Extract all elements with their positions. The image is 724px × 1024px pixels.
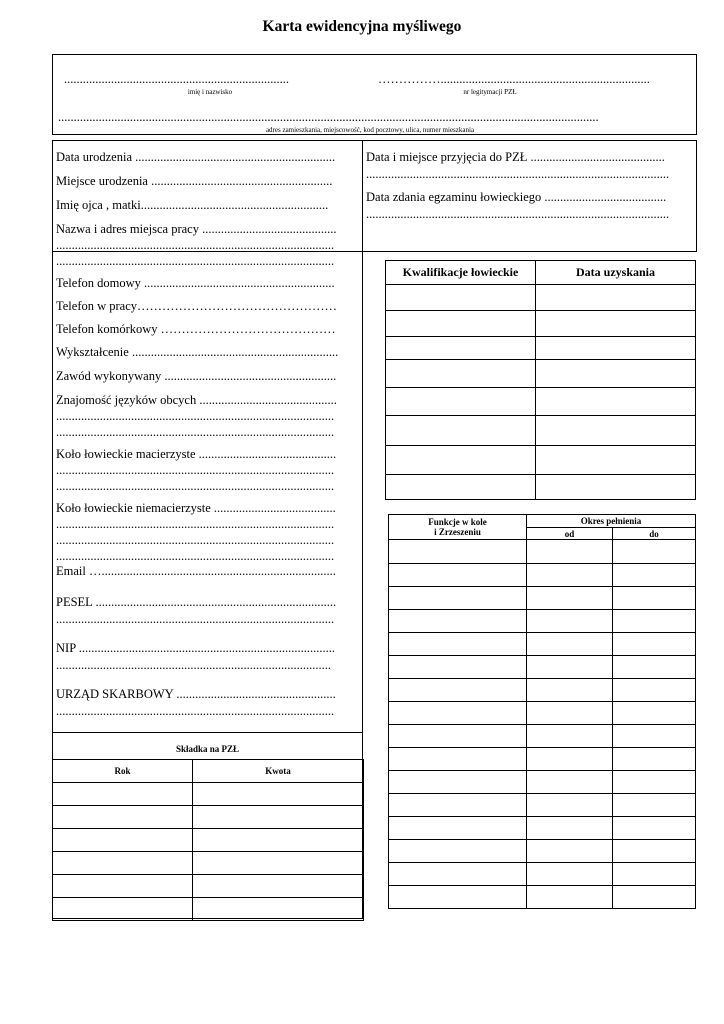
from-header: od — [527, 528, 613, 540]
period-header: Okres pełnienia — [527, 515, 696, 528]
table-row — [389, 817, 696, 840]
workplace-line-2[interactable]: ......................................................................................... — [56, 238, 335, 252]
table-row — [389, 610, 696, 633]
address-caption: adres zamieszkania, miejscowość, kod pocztowy, ulica, numer mieszkania — [265, 126, 475, 134]
table-row — [389, 771, 696, 794]
table-row — [53, 852, 364, 875]
table-row — [389, 564, 696, 587]
table-row — [389, 679, 696, 702]
functions-header-line-2: i Zrzeszeniu — [434, 527, 481, 537]
table-row — [389, 748, 696, 771]
pzl-join-field[interactable]: Data i miejsce przyjęcia do PZŁ ........................................... — [366, 150, 665, 164]
date-obtained-header: Data uzyskania — [536, 261, 696, 285]
table-row — [53, 875, 364, 898]
fee-amount-header: Kwota — [193, 760, 364, 783]
pzl-number-field[interactable]: ……………................................................................... — [378, 72, 650, 86]
nip-line-2[interactable]: ........................................................................................ — [56, 658, 331, 672]
fee-title: Składka na PZŁ — [175, 744, 240, 754]
other-club-field[interactable]: Koło łowieckie niemacierzyste ....................................... — [56, 501, 336, 515]
work-phone-field[interactable]: Telefon w pracy………………………………………… — [56, 299, 338, 313]
languages-field[interactable]: Znajomość języków obcych ............................................ — [56, 393, 337, 407]
table-row — [389, 656, 696, 679]
table-row — [53, 783, 364, 806]
table-row — [386, 475, 696, 500]
table-row — [386, 285, 696, 311]
exam-date-field[interactable]: Data zdania egzaminu łowieckiego ....................................... — [366, 190, 667, 204]
other-club-line-2[interactable]: ......................................................................................... — [56, 517, 335, 531]
table-row — [389, 540, 696, 564]
table-row — [53, 806, 364, 829]
birth-place-field[interactable]: Miejsce urodzenia .......................................................... — [56, 174, 333, 188]
table-row — [53, 829, 364, 852]
pesel-line-2[interactable]: ......................................................................................... — [56, 612, 335, 626]
table-row — [53, 898, 364, 921]
table-row — [386, 360, 696, 388]
table-row — [389, 587, 696, 610]
exam-date-line-2[interactable]: ................................................................................................. — [366, 207, 670, 221]
table-row — [389, 702, 696, 725]
workplace-line-3[interactable]: ......................................................................................... — [56, 254, 335, 268]
mobile-phone-field[interactable]: Telefon komórkowy …………………………………… — [56, 322, 336, 336]
table-row — [386, 446, 696, 475]
occupation-field[interactable]: Zawód wykonywany ....................................................... — [56, 369, 337, 383]
nip-field[interactable]: NIP .................................................................................. — [56, 641, 336, 655]
pzl-number-caption: nr legitymacji PZŁ — [463, 88, 517, 96]
home-club-line-3[interactable]: ......................................................................................... — [56, 479, 335, 493]
functions-table — [388, 514, 696, 909]
table-row — [389, 633, 696, 656]
table-row — [386, 388, 696, 416]
parents-names-field[interactable]: Imię ojca , matki............................................................ — [56, 198, 329, 212]
languages-line-2[interactable]: ......................................................................................... — [56, 409, 335, 423]
tax-office-field[interactable]: URZĄD SKARBOWY ................................................... — [56, 687, 336, 701]
page-title: Karta ewidencyjna myśliwego — [262, 18, 462, 35]
birth-date-field[interactable]: Data urodzenia ................................................................ — [56, 150, 336, 164]
table-row — [386, 416, 696, 446]
education-field[interactable]: Wykształcenie .................................................................. — [56, 345, 339, 359]
table-row — [389, 840, 696, 863]
home-club-field[interactable]: Koło łowieckie macierzyste ............................................ — [56, 447, 337, 461]
pzl-join-line-2[interactable]: ................................................................................................. — [366, 167, 670, 181]
to-header: do — [613, 528, 696, 540]
fee-top-rule — [52, 732, 363, 733]
table-row — [389, 863, 696, 886]
fee-table — [52, 759, 364, 921]
other-club-line-4[interactable]: ......................................................................................... — [56, 549, 335, 563]
table-row — [386, 337, 696, 360]
qualifications-table — [385, 260, 696, 500]
name-caption: imię i nazwisko — [187, 88, 233, 96]
fee-year-header: Rok — [53, 760, 193, 783]
table-row — [386, 311, 696, 337]
functions-header-line-1: Funkcje w kole — [428, 517, 487, 527]
name-field[interactable]: ........................................................................ — [64, 72, 289, 86]
home-phone-field[interactable]: Telefon domowy ............................................................. — [56, 276, 335, 290]
workplace-field[interactable]: Nazwa i adres miejsca pracy ........................................... — [56, 222, 337, 236]
tax-office-line-2[interactable]: ......................................................................................... — [56, 704, 335, 718]
languages-line-3[interactable]: ......................................................................................... — [56, 425, 335, 439]
email-field[interactable]: Email …........................................................................... — [56, 564, 336, 578]
other-club-line-3[interactable]: ......................................................................................... — [56, 533, 335, 547]
address-field[interactable]: ............................................................................................................................................................................. — [58, 110, 599, 124]
table-row — [389, 725, 696, 748]
table-row — [389, 886, 696, 909]
qualifications-header: Kwalifikacje łowieckie — [386, 261, 536, 285]
home-club-line-2[interactable]: ......................................................................................... — [56, 463, 335, 477]
table-row — [389, 794, 696, 817]
pesel-field[interactable]: PESEL ............................................................................. — [56, 595, 337, 609]
right-divider — [362, 140, 363, 252]
functions-header — [389, 515, 527, 540]
